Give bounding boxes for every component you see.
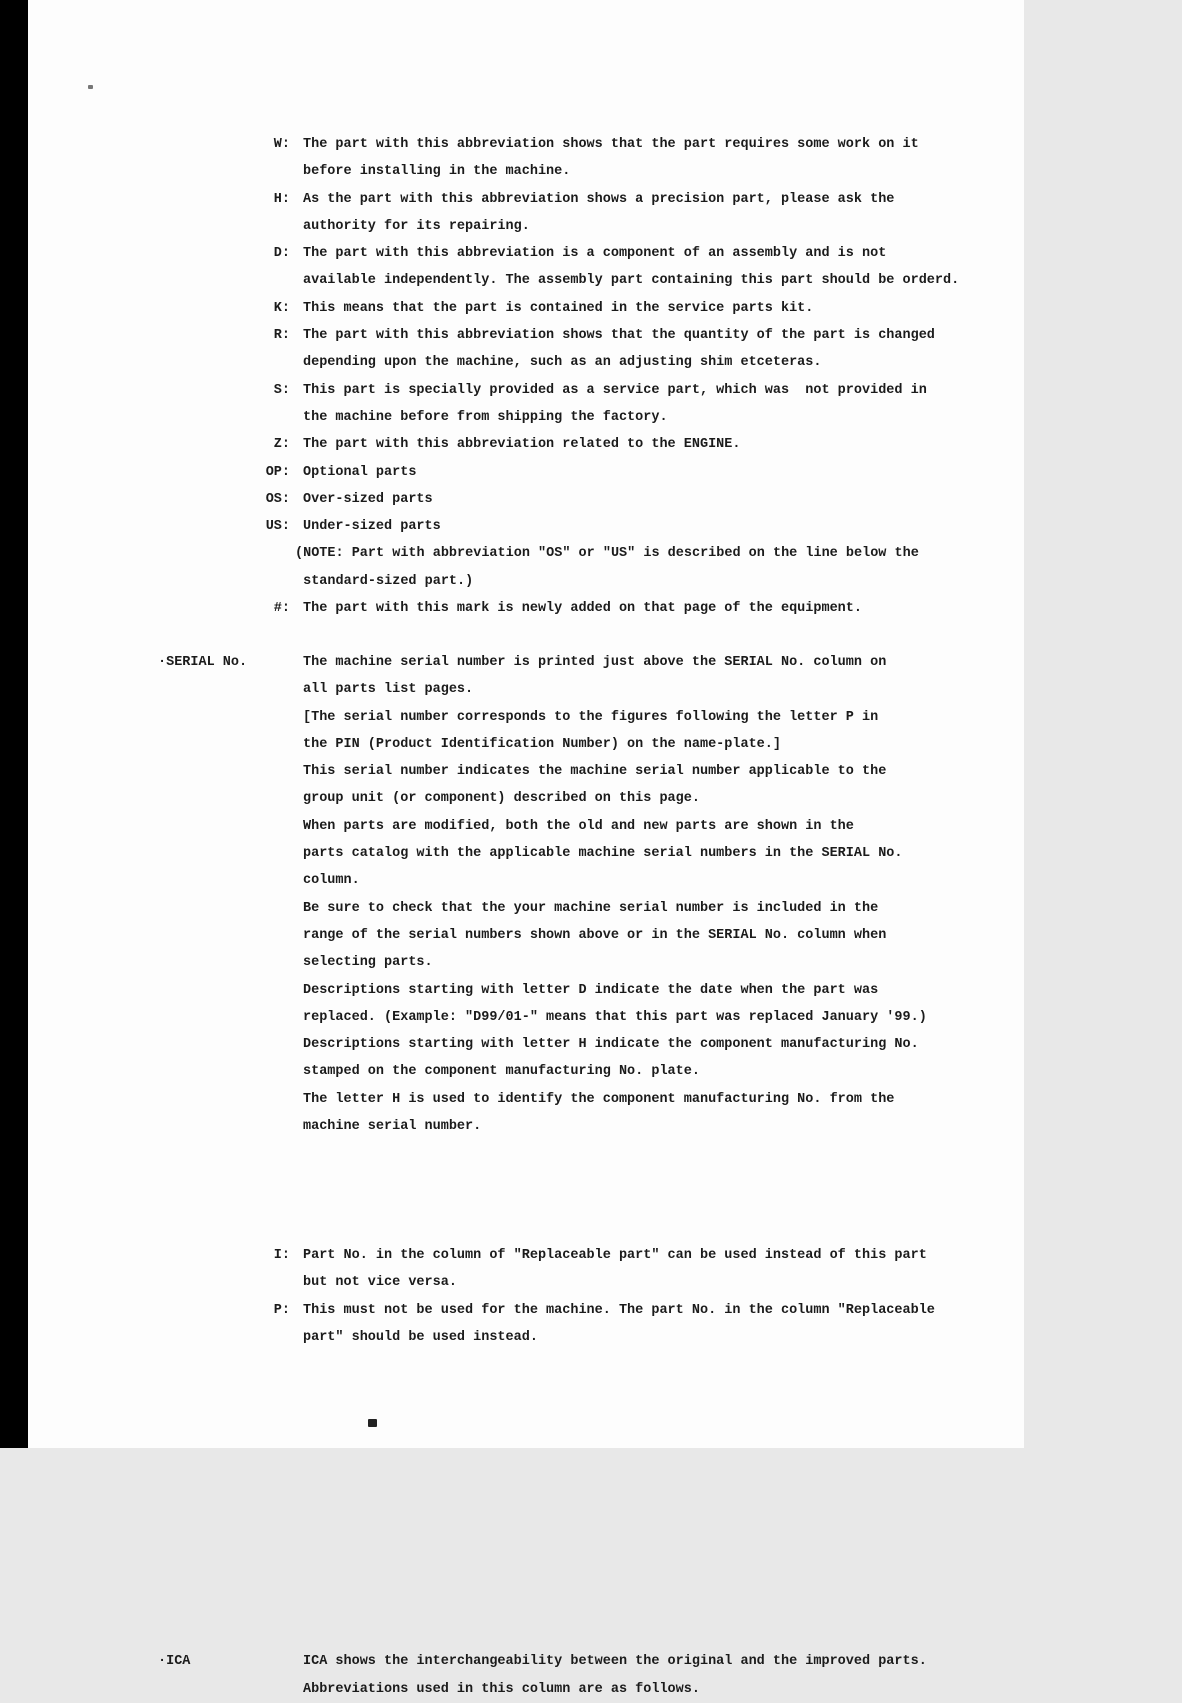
serial-text-line: Descriptions starting with letter H indicate the component manufacturing No.: [303, 1037, 919, 1053]
abbr-item-os: [246, 486, 959, 513]
serial-no-section: [158, 649, 1182, 1140]
abbr-item-s: [246, 377, 959, 432]
serial-text-line: the PIN (Product Identification Number) on the name-plate.]: [303, 736, 781, 752]
abbr-text-line: depending upon the machine, such as an adjusting shim etceteras.: [303, 355, 822, 371]
abbr-item-h: [246, 186, 959, 241]
ica-item-p: [246, 1297, 935, 1352]
abbr-label: R:: [273, 328, 290, 344]
serial-text-line: When parts are modified, both the old and new parts are shown in the: [303, 818, 854, 834]
abbr-item-w: [246, 131, 959, 186]
abbr-text-line: (NOTE: Part with abbreviation ″OS″ or ″US″ is described on the line below the: [295, 546, 919, 562]
serial-text-line: selecting parts.: [303, 955, 433, 971]
abbr-item-us: [246, 513, 959, 540]
abbr-text-line: Under-sized parts: [303, 519, 441, 535]
ica-item-label: I:: [273, 1248, 290, 1263]
abbr-text-line: The part with this abbreviation related to the ENGINE.: [303, 437, 741, 453]
serial-text-line: stamped on the component manufacturing No. plate.: [303, 1064, 700, 1080]
abbr-label: S:: [273, 382, 290, 398]
abbr-label: OP:: [265, 464, 290, 480]
abbr-item-hash: [246, 595, 959, 622]
abbr-item-k: [246, 295, 959, 322]
abbr-text-line: available independently. The assembly part containing this part should be orderd.: [303, 273, 960, 289]
serial-text-line: parts catalog with the applicable machine serial numbers in the SERIAL No.: [303, 846, 903, 862]
serial-text-line: replaced. (Example: ″D99/01-″ means that this part was replaced January '99.): [303, 1009, 927, 1025]
abbr-label: #:: [273, 601, 290, 617]
scan-speck: [88, 85, 93, 89]
serial-text-line: Be sure to check that the your machine serial number is included in the: [303, 900, 879, 916]
abbr-text-line: standard-sized part.): [295, 573, 474, 589]
serial-text-line: machine serial number.: [303, 1119, 482, 1135]
abbr-label: K:: [273, 300, 290, 316]
abbr-text-line: the machine before from shipping the factory.: [303, 409, 668, 425]
ica-item-line: This must not be used for the machine. The part No. in the column ″Replaceable: [303, 1302, 935, 1318]
serial-text-line: column.: [303, 873, 360, 889]
abbr-label: OS:: [265, 491, 290, 507]
abbr-item-d: [246, 240, 959, 295]
abbr-text-line: The part with this abbreviation shows that the part requires some work on it: [303, 137, 919, 152]
abbr-text-line: Optional parts: [303, 464, 417, 480]
ica-item-line: Part No. in the column of ″Replaceable part″ can be used instead of this part: [303, 1248, 927, 1263]
abbr-text-line: before installing in the machine.: [303, 164, 571, 180]
serial-text-line: group unit (or component) described on this page.: [303, 791, 700, 807]
abbr-label: D:: [273, 246, 290, 262]
abbr-label: H:: [273, 191, 290, 207]
abbreviation-legend: [246, 131, 959, 622]
abbr-label: US:: [265, 519, 290, 535]
serial-text-line: all parts list pages.: [303, 682, 474, 698]
ica-item-line: but not vice versa.: [303, 1275, 457, 1291]
ica-item-line: part″ should be used instead.: [303, 1329, 538, 1345]
serial-text-line: [The serial number corresponds to the figures following the letter P in: [303, 709, 879, 725]
ica-item-label: P:: [273, 1302, 290, 1318]
abbr-text-line: The part with this abbreviation is a component of an assembly and is not: [303, 246, 887, 262]
serial-text-line: The machine serial number is printed just above the SERIAL No. column on: [303, 655, 887, 670]
serial-text-line: range of the serial numbers shown above or in the SERIAL No. column when: [303, 927, 887, 943]
abbr-text-line: This means that the part is contained in the service parts kit.: [303, 300, 814, 316]
abbr-text-line: This part is specially provided as a service part, which was not provided in: [303, 382, 927, 398]
ica-abbreviation-list: [246, 1242, 935, 1351]
abbr-item-z: [246, 431, 959, 458]
abbr-label: W:: [273, 137, 290, 152]
serial-text-line: Descriptions starting with letter D indicate the date when the part was: [303, 982, 879, 998]
abbr-item-r: [246, 322, 959, 377]
serial-no-heading: ·SERIAL No.: [158, 655, 248, 670]
serial-text-line: This serial number indicates the machine serial number applicable to the: [303, 764, 887, 780]
abbr-text-line: The part with this abbreviation shows that the quantity of the part is changed: [303, 328, 935, 344]
ica-section: [158, 1648, 1182, 1703]
abbr-note: [246, 540, 959, 595]
scan-speck: [368, 1419, 377, 1427]
ica-text-line: Abbreviations used in this column are as follows.: [303, 1681, 700, 1697]
abbr-text-line: As the part with this abbreviation shows a precision part, please ask the: [303, 191, 895, 207]
abbr-text-line: authority for its repairing.: [303, 218, 530, 234]
abbr-text-line: Over-sized parts: [303, 491, 433, 507]
abbr-item-op: [246, 459, 959, 486]
ica-heading: ·ICA: [158, 1654, 191, 1670]
ica-item-i: [246, 1242, 935, 1297]
abbr-label: Z:: [273, 437, 290, 453]
abbr-text-line: The part with this mark is newly added on that page of the equipment.: [303, 601, 862, 617]
ica-text-line: ICA shows the interchangeability between the original and the improved parts.: [303, 1654, 927, 1670]
scanner-edge-bar: [0, 0, 28, 1448]
serial-text-line: The letter H is used to identify the component manufacturing No. from the: [303, 1091, 895, 1107]
